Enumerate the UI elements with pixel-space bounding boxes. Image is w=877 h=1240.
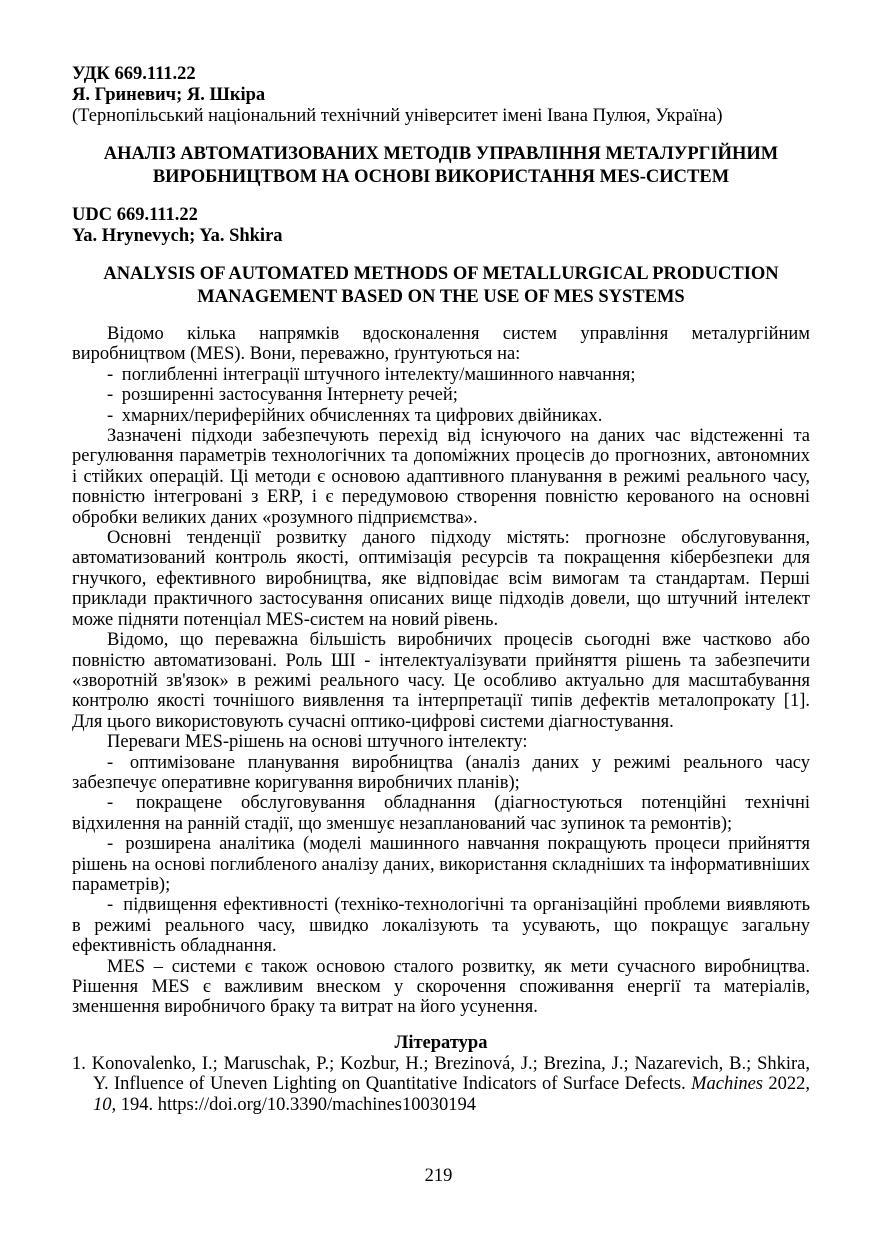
reference-year: 2022, <box>768 1074 811 1095</box>
direction-item <box>72 406 810 426</box>
dash-marker: - <box>107 895 114 916</box>
paragraph-advantages-lead: Переваги MES-рішень на основі штучного інтелекту: <box>107 732 528 753</box>
dash-marker: - <box>107 364 114 385</box>
page-number: 219 <box>424 1166 453 1186</box>
title-en: ANALYSIS OF AUTOMATED METHODS OF METALLURGICAL PRODUCTION MANAGEMENT BASED ON THE USE OF MES SYSTEMS <box>103 264 779 307</box>
advantage-item <box>72 895 810 956</box>
dash-marker: - <box>107 793 114 814</box>
dash-marker: - <box>107 834 114 855</box>
direction-item-text: поглибленні інтеграції штучного інтелекту/машинного навчання; <box>121 364 636 385</box>
advantage-item-text: покращене обслуговування обладнання (діагностуються потенційні технічні відхилення на ранній стадії, що зменшує незапланований час зупинок та ремонтів); <box>72 793 810 834</box>
authors-ua: Я. Гриневич; Я. Шкіра <box>72 85 266 105</box>
reference-item <box>72 1054 810 1115</box>
dash-marker: - <box>107 752 114 773</box>
paragraph-intro: Відомо кілька напрямків вдосконалення систем управління металургійним виробництвом (MES). Вони, переважно, ґрунтуються на: <box>72 324 810 365</box>
paragraph-conclusion: MES – системи є також основою сталого розвитку, як мети сучасного виробництва. Рішення MES є важливим внеском у скорочення споживання енергії та матеріалів, зменшення виробничого браку та витрат на його усунення. <box>72 956 810 1018</box>
en-header-block <box>72 205 810 247</box>
direction-item-text: хмарних/периферійних обчисленнях та цифрових двійниках. <box>121 405 603 426</box>
title-ua: АНАЛІЗ АВТОМАТИЗОВАНИХ МЕТОДІВ УПРАВЛІННЯ МЕТАЛУРГІЙНИМ ВИРОБНИЦТВОМ НА ОСНОВІ ВИКОРИСТАННЯ MES-СИСТЕМ <box>103 144 779 187</box>
dash-marker: - <box>107 385 114 406</box>
direction-item-text: розширенні застосування Інтернету речей; <box>121 385 458 406</box>
literature-heading: Література <box>394 1032 488 1053</box>
advantage-item <box>72 753 810 794</box>
affiliation: (Тернопільський національний технічний університет імені Івана Пулюя, Україна) <box>72 106 723 126</box>
ua-header-block <box>72 64 810 127</box>
advantage-item-text: підвищення ефективності (техніко-технологічні та організаційні проблеми виявляють в режимі реального часу, швидко локалізують та усувають, що покращує загальну ефективність обладнання. <box>72 895 810 957</box>
paragraph-trends: Основні тенденції розвитку даного підходу містять: прогнозне обслуговування, автоматизований контроль якості, оптимізація ресурсів та покращення кібербезпеки для гнучкого, ефективного виробництва, яке відповідає всім вимогам та стандартам. Перші приклади практичного застосування описаних вище підходів довели, що штучний інтелект може підняти потенціал MES-систем на новий рівень. <box>72 528 810 630</box>
dash-marker: - <box>107 405 114 426</box>
article-body <box>72 324 810 1018</box>
reference-authors-title: Konovalenko, I.; Maruschak, P.; Kozbur, H.; Brezinová, J.; Brezina, J.; Nazarevich, B.; Shkira, Y. Influence of Uneven Lighting on Quantitative Indicators of Surface Defects. <box>91 1053 811 1095</box>
advantage-item-text: розширена аналітика (моделі машинного навчання покращують процеси прийняття рішень на основі поглибленого аналізу даних, використання складніших та інформативніших параметрів); <box>72 834 811 895</box>
authors-en: Ya. Hrynevych; Ya. Shkira <box>72 226 283 246</box>
paragraph-ai-role: Відомо, що переважна більшість виробничих процесів сьогодні вже частково або повністю автоматизовані. Роль ШІ - інтелектуалізувати прийняття рішень та забезпечити «зворотній зв'язок» в режимі реального часу. Це особливо актуально для масштабування контролю якості точнішого виявлення та інтерпретації типів дефектів металопрокату [1]. Для цього використовують сучасні оптико-цифрові системи діагностування. <box>72 630 810 732</box>
direction-item <box>72 385 810 405</box>
direction-item <box>72 365 810 385</box>
reference-number: 1. <box>72 1053 86 1074</box>
reference-pages-doi: 194. https://doi.org/10.3390/machines10030194 <box>120 1094 477 1115</box>
paragraph-approaches: Зазначені підходи забезпечують перехід від існуючого на даних час відстеженні та регулювання параметрів технологічних та допоміжних процесів до прогнозних, автономних і стійких операцій. Ці методи є основою адаптивного планування в режимі реального часу, повністю інтегровані з ERP, і є передумовою створення повністю керованого на основні обробки великих даних «розумного підприємства». <box>72 426 810 528</box>
reference-journal: Machines <box>691 1074 764 1095</box>
reference-volume: 10, <box>93 1094 117 1115</box>
advantage-item <box>72 793 810 834</box>
advantage-item-text: оптимізоване планування виробництва (аналіз даних у режимі реального часу забезпечує оперативне коригування виробничих планів); <box>72 752 811 793</box>
udc-ua: УДК 669.111.22 <box>72 64 196 84</box>
advantage-item <box>72 834 810 895</box>
udc-en: UDC 669.111.22 <box>72 205 198 225</box>
